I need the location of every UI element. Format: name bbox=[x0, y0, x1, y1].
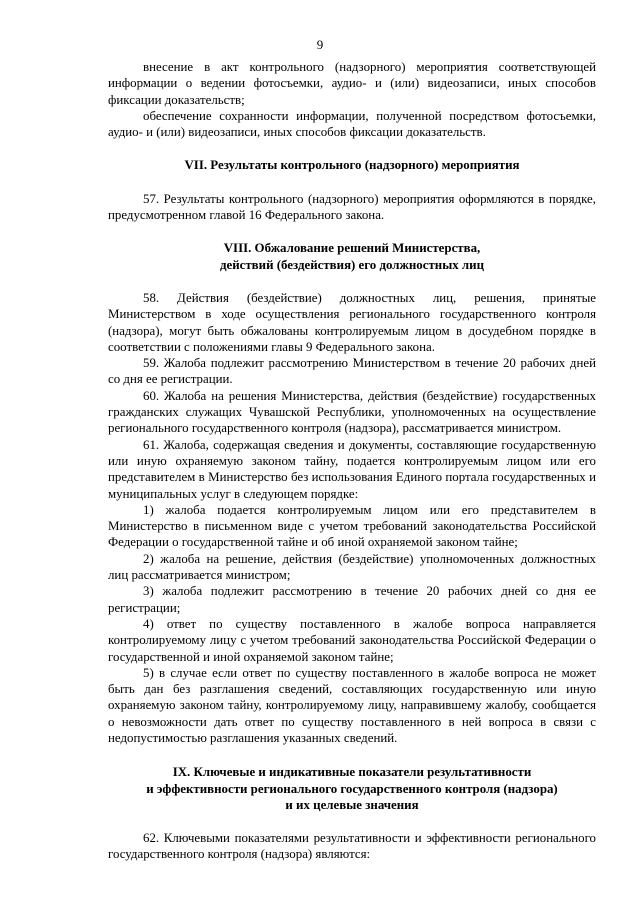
section-8-heading-line-2: действий (бездействия) его должностных лиц bbox=[219, 257, 485, 272]
paragraph-intro-1: внесение в акт контрольного (надзорного) мероприятия соответствующей информации о ведении фотосъемки, аудио- и (или) видеозаписи, иных способов фиксации доказательств; bbox=[108, 60, 596, 107]
section-9-heading bbox=[108, 764, 596, 813]
paragraph-58: 58. Действия (бездействие) должностных лиц, решения, принятые Министерством в ходе осуществления регионального государственного контроля (надзора), могут быть обжалованы контролируемым лицом в досудебном порядке в соответствии с положениями главы 9 Федерального закона. bbox=[108, 290, 596, 354]
section-9-heading-line-3: и их целевые значения bbox=[285, 797, 419, 812]
paragraph-59: 59. Жалоба подлежит рассмотрению Министерством в течение 20 рабочих дней со дня ее регистрации. bbox=[108, 356, 596, 387]
section-8-heading bbox=[108, 240, 596, 273]
page-number: 9 bbox=[316, 37, 324, 52]
document-body bbox=[108, 59, 596, 863]
section-9-heading-line-2: и эффективности регионального государственного контроля (надзора) bbox=[146, 781, 558, 796]
section-7-heading: VII. Результаты контрольного (надзорного) мероприятия bbox=[184, 158, 520, 173]
paragraph-61: 61. Жалоба, содержащая сведения и документы, составляющие государственную или иную охраняемую законом тайну, подается контролируемым лицом или его представителем в Министерство без использования Единого портала государственных и муниципальных услуг в следующем порядке: bbox=[108, 437, 596, 501]
section-9-heading-line-1: IX. Ключевые и индикативные показатели результативности bbox=[172, 765, 532, 780]
paragraph-60: 60. Жалоба на решения Министерства, действия (бездействие) государственных гражданских служащих Чувашской Республики, уполномоченных на осуществление регионального государственного контроля (надзора), рассматривается министром. bbox=[108, 388, 596, 436]
list-item-1: 1) жалоба подается контролируемым лицом или его представителем в Министерство в письменном виде с учетом требований законодательства Российской Федерации о государственной тайне и об иной охраняемой законом тайне; bbox=[108, 502, 596, 550]
list-item-5: 5) в случае если ответ по существу поставленного в жалобе вопроса не может быть дан без разглашения сведений, составляющих государственную или иную охраняемую законом тайну, контролируемому лицу, направившему жалобу, сообщается о невозможности дать ответ по существу поставленного в ней вопроса в связи с недопустимостью разглашения указанных сведений. bbox=[108, 665, 596, 745]
section-8-heading-line-1: VIII. Обжалование решений Министерства, bbox=[223, 241, 481, 256]
list-item-2: 2) жалоба на решение, действия (бездействие) уполномоченных должностных лиц рассматривается министром; bbox=[108, 551, 596, 583]
paragraph-62: 62. Ключевыми показателями результативности и эффективности регионального государственного контроля (надзора) являются: bbox=[108, 831, 596, 862]
paragraph-57: 57. Результаты контрольного (надзорного) мероприятия оформляются в порядке, предусмотренном главой 16 Федерального закона. bbox=[108, 191, 596, 223]
paragraph-intro-2: обеспечение сохранности информации, полученной посредством фотосъемки, аудио- и (или) видеозаписи, иных способов фиксации доказательств. bbox=[108, 108, 596, 140]
list-item-3: 3) жалоба подлежит рассмотрению в течение 20 рабочих дней со дня ее регистрации; bbox=[108, 584, 596, 615]
list-item-4: 4) ответ по существу поставленного в жалобе вопроса направляется контролируемому лицу с учетом требований законодательства Российской Федерации о государственной и иной охраняемой законом тайне; bbox=[108, 616, 596, 664]
